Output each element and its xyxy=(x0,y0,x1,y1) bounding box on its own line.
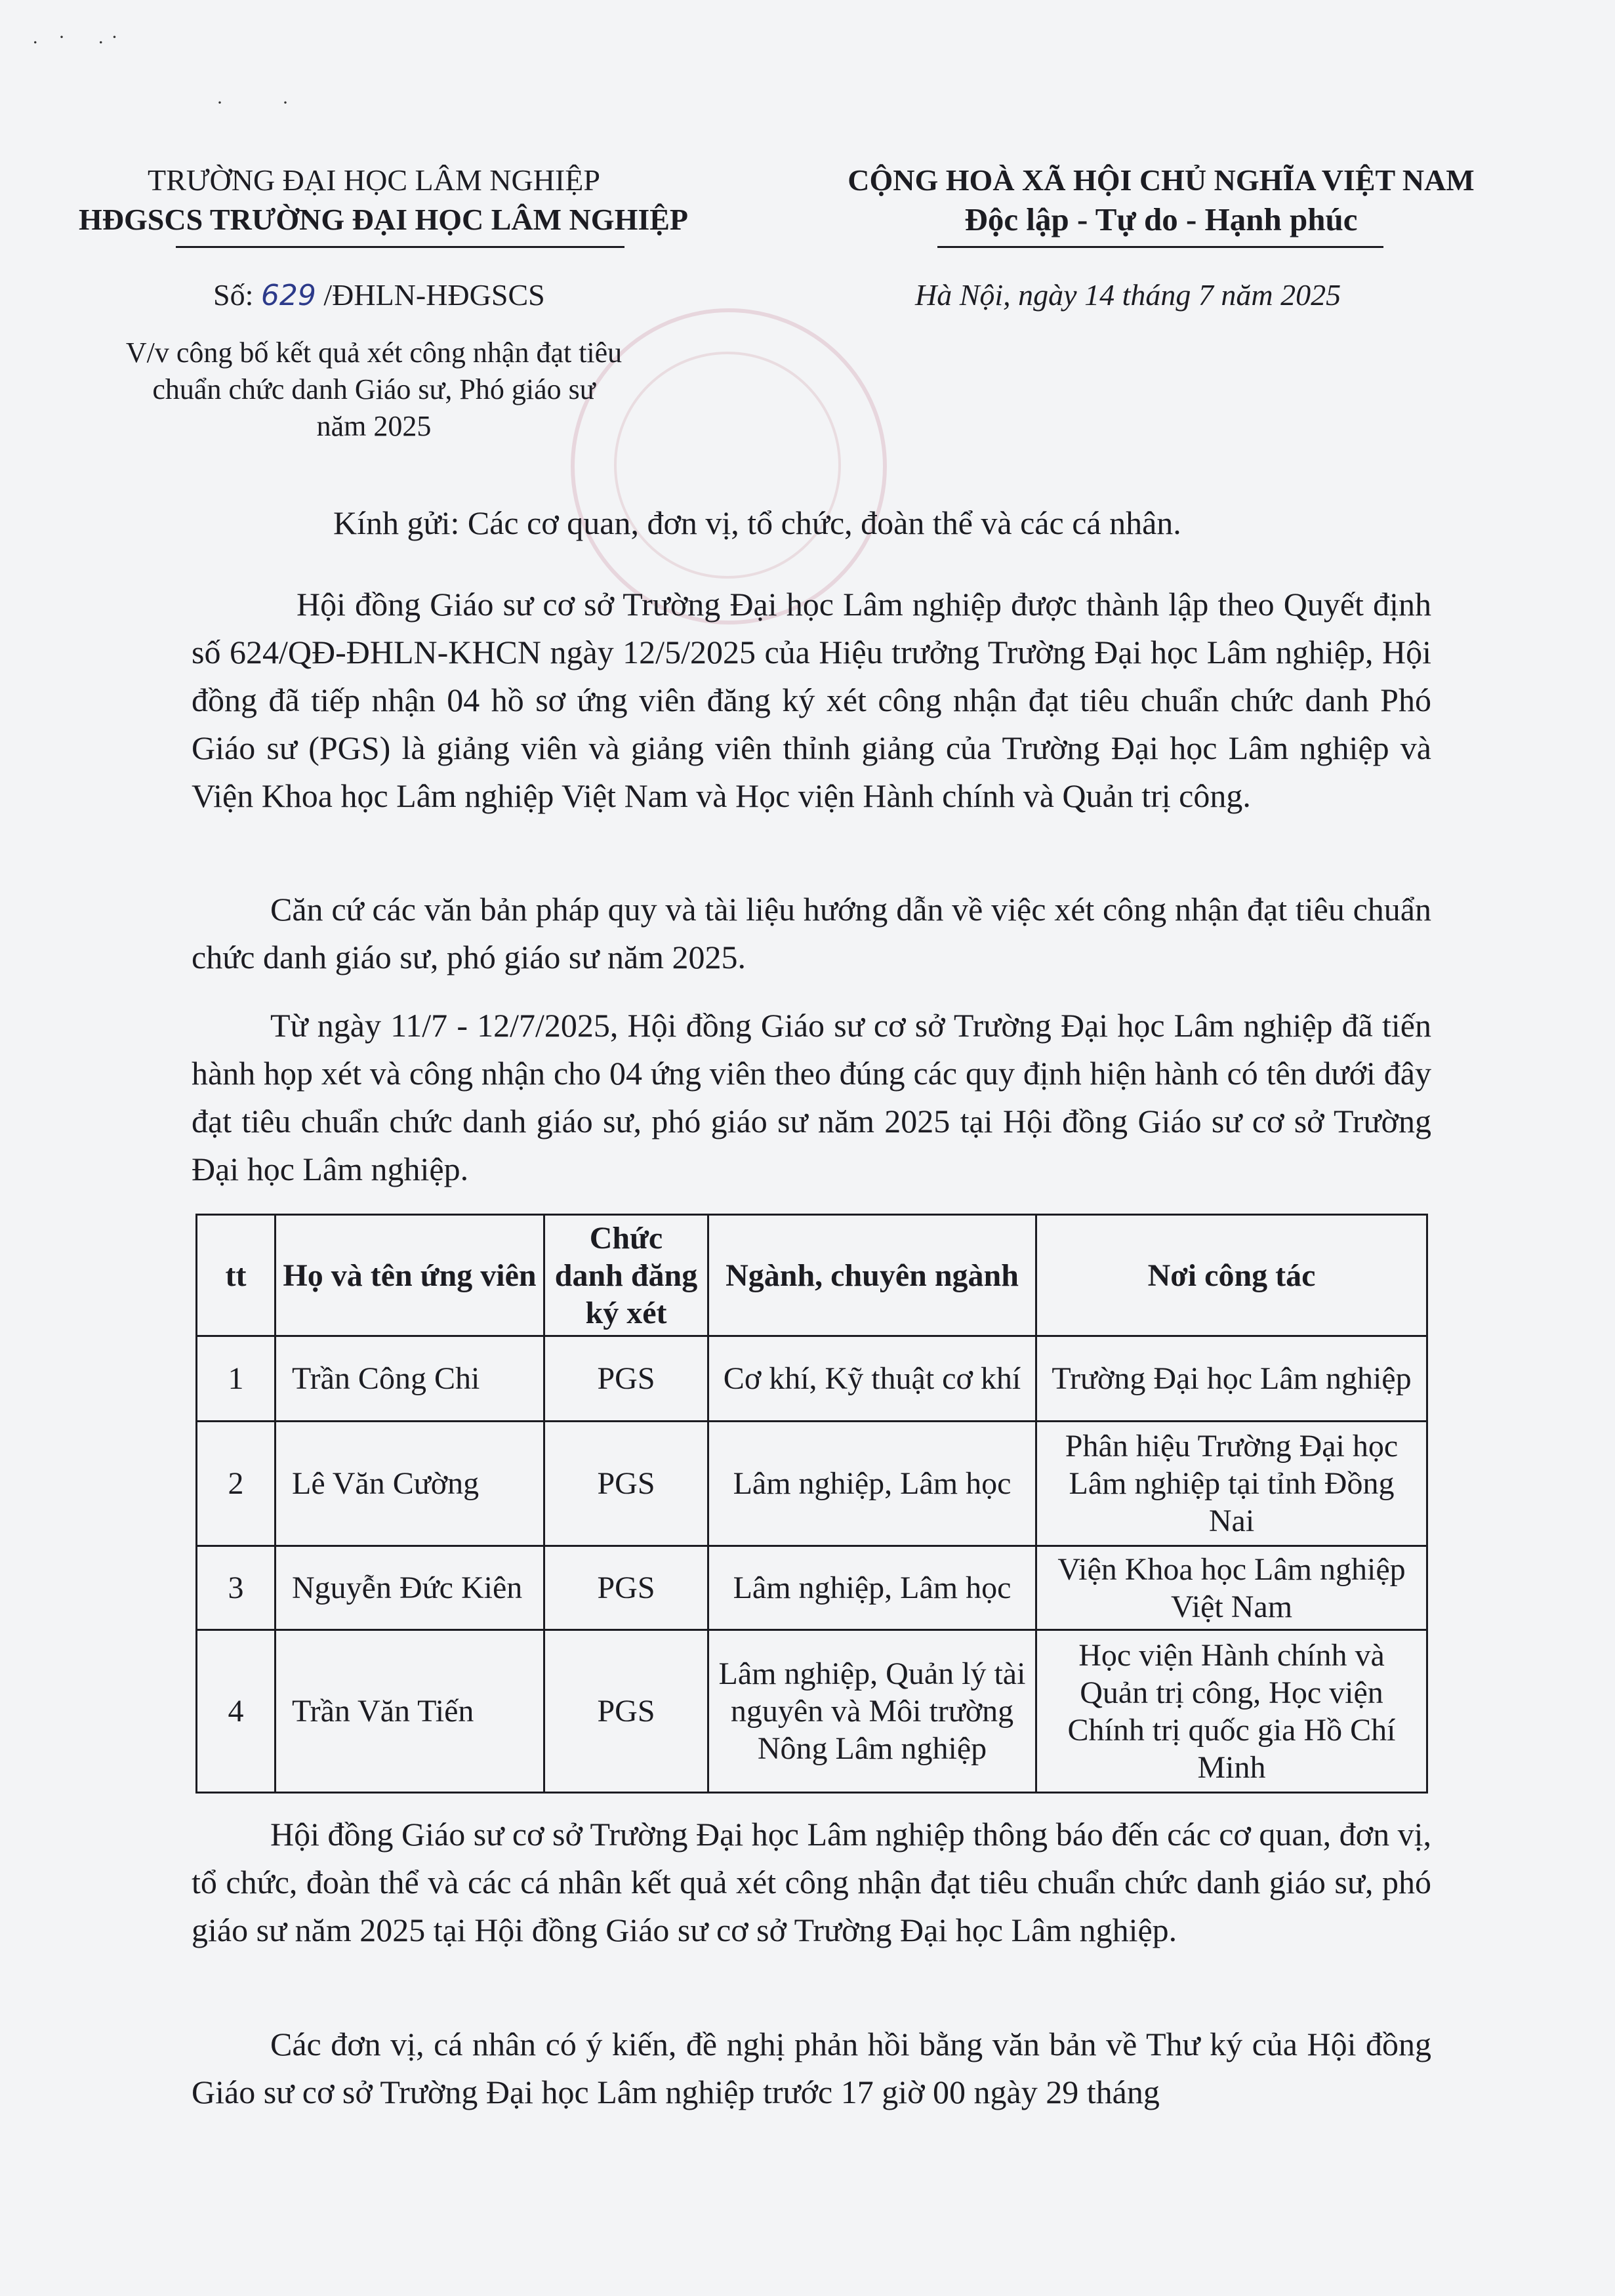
header-field: Ngành, chuyên ngành xyxy=(708,1215,1036,1336)
council-name: HĐGSCS TRƯỜNG ĐẠI HỌC LÂM NGHIỆP xyxy=(79,203,689,236)
header-underline-left xyxy=(176,246,624,248)
cell-workplace: Viện Khoa học Lâm nghiệp Việt Nam xyxy=(1036,1546,1427,1630)
cell-workplace: Học viện Hành chính và Quản trị công, Học viện Chính trị quốc gia Hồ Chí Minh xyxy=(1036,1630,1427,1793)
paragraph-1: Hội đồng Giáo sư cơ sở Trường Đại học Lâm nghiệp được thành lập theo Quyết định số 624/QĐ-ĐHLN-KHCN ngày 12/5/2025 của Hiệu trưởng Trường Đại học Lâm nghiệp, Hội đồng đã tiếp nhận 04 hồ sơ ứng viên đăng ký xét công nhận đạt tiêu chuẩn chức danh Phó Giáo sư (PGS) là giảng viên và giảng viên thỉnh giảng của Trường Đại học Lâm nghiệp và Viện Khoa học Lâm nghiệp Việt Nam và Học viện Hành chính và Quản trị công. xyxy=(192,586,1431,814)
results-table xyxy=(195,1214,1428,1794)
subject-line: V/v công bố kết quả xét công nhận đạt tiêu xyxy=(125,337,623,369)
university-name: TRƯỜNG ĐẠI HỌC LÂM NGHIỆP xyxy=(148,163,600,197)
agency-header xyxy=(79,161,689,239)
greeting: Kính gửi: Các cơ quan, đơn vị, tổ chức, đoàn thể và các cá nhân. xyxy=(333,504,1181,541)
cell-name: Trần Văn Tiến xyxy=(276,1630,544,1793)
national-header xyxy=(794,161,1528,239)
cell-title: PGS xyxy=(544,1422,708,1546)
cell-field: Cơ khí, Kỹ thuật cơ khí xyxy=(708,1336,1036,1422)
subject-line: năm 2025 xyxy=(316,410,432,442)
cell-title: PGS xyxy=(544,1546,708,1630)
motto: Độc lập - Tự do - Hạnh phúc xyxy=(964,201,1358,237)
scan-speck: . · .· xyxy=(33,26,126,48)
table-header-row xyxy=(197,1215,1427,1336)
cell-tt: 2 xyxy=(197,1422,276,1546)
country-name: CỘNG HOÀ XÃ HỘI CHỦ NGHĨA VIỆT NAM xyxy=(848,163,1475,197)
document-number-label: Số: xyxy=(213,278,254,312)
subject-line: chuẩn chức danh Giáo sư, Phó giáo sư xyxy=(152,373,596,405)
header-name: Họ và tên ứng viên xyxy=(276,1215,544,1336)
paragraph-3: Từ ngày 11/7 - 12/7/2025, Hội đồng Giáo sư cơ sở Trường Đại học Lâm nghiệp đã tiến hành họp xét và công nhận cho 04 ứng viên theo đúng các quy định hiện hành có tên dưới đây đạt tiêu chuẩn chức danh giáo sư, phó giáo sư năm 2025 tại Hội đồng Giáo sư cơ sở Trường Đại học Lâm nghiệp. xyxy=(192,1007,1431,1187)
cell-workplace: Trường Đại học Lâm nghiệp xyxy=(1036,1336,1427,1422)
paragraph-4: Hội đồng Giáo sư cơ sở Trường Đại học Lâm nghiệp thông báo đến các cơ quan, đơn vị, tổ chức, đoàn thể và các cá nhân kết quả xét công nhận đạt tiêu chuẩn chức danh giáo sư, phó giáo sư năm 2025 tại Hội đồng Giáo sư cơ sở Trường Đại học Lâm nghiệp. xyxy=(192,1816,1431,1948)
paragraph-5: Các đơn vị, cá nhân có ý kiến, đề nghị phản hồi bằng văn bản về Thư ký của Hội đồng Giáo sư cơ sở Trường Đại học Lâm nghiệp trước 17 giờ 00 ngày 29 tháng xyxy=(192,2026,1431,2110)
cell-tt: 1 xyxy=(197,1336,276,1422)
document-subject xyxy=(72,335,676,445)
cell-tt: 3 xyxy=(197,1546,276,1630)
paragraph-2: Căn cứ các văn bản pháp quy và tài liệu hướng dẫn về việc xét công nhận đạt tiêu chuẩn chức danh giáo sư, phó giáo sư năm 2025. xyxy=(192,891,1431,975)
document-number-suffix: /ĐHLN-HĐGSCS xyxy=(323,278,545,312)
table-row xyxy=(197,1336,1427,1422)
cell-field: Lâm nghiệp, Lâm học xyxy=(708,1422,1036,1546)
table-row xyxy=(197,1422,1427,1546)
cell-name: Trần Công Chi xyxy=(276,1336,544,1422)
cell-workplace: Phân hiệu Trường Đại học Lâm nghiệp tại tỉnh Đồng Nai xyxy=(1036,1422,1427,1546)
header-title: Chức danh đăng ký xét xyxy=(544,1215,708,1336)
cell-name: Nguyễn Đức Kiên xyxy=(276,1546,544,1630)
scan-speck: · · xyxy=(216,92,296,113)
table-row xyxy=(197,1546,1427,1630)
header-tt: tt xyxy=(197,1215,276,1336)
cell-title: PGS xyxy=(544,1336,708,1422)
cell-field: Lâm nghiệp, Lâm học xyxy=(708,1546,1036,1630)
document-date: Hà Nội, ngày 14 tháng 7 năm 2025 xyxy=(915,278,1341,312)
table-row xyxy=(197,1630,1427,1793)
document-number xyxy=(213,276,545,316)
header-underline-right xyxy=(937,246,1383,248)
header-workplace: Nơi công tác xyxy=(1036,1215,1427,1336)
cell-name: Lê Văn Cường xyxy=(276,1422,544,1546)
cell-tt: 4 xyxy=(197,1630,276,1793)
document-number-handwritten: 629 xyxy=(260,279,316,312)
cell-field: Lâm nghiệp, Quản lý tài nguyên và Môi trường Nông Lâm nghiệp xyxy=(708,1630,1036,1793)
cell-title: PGS xyxy=(544,1630,708,1793)
